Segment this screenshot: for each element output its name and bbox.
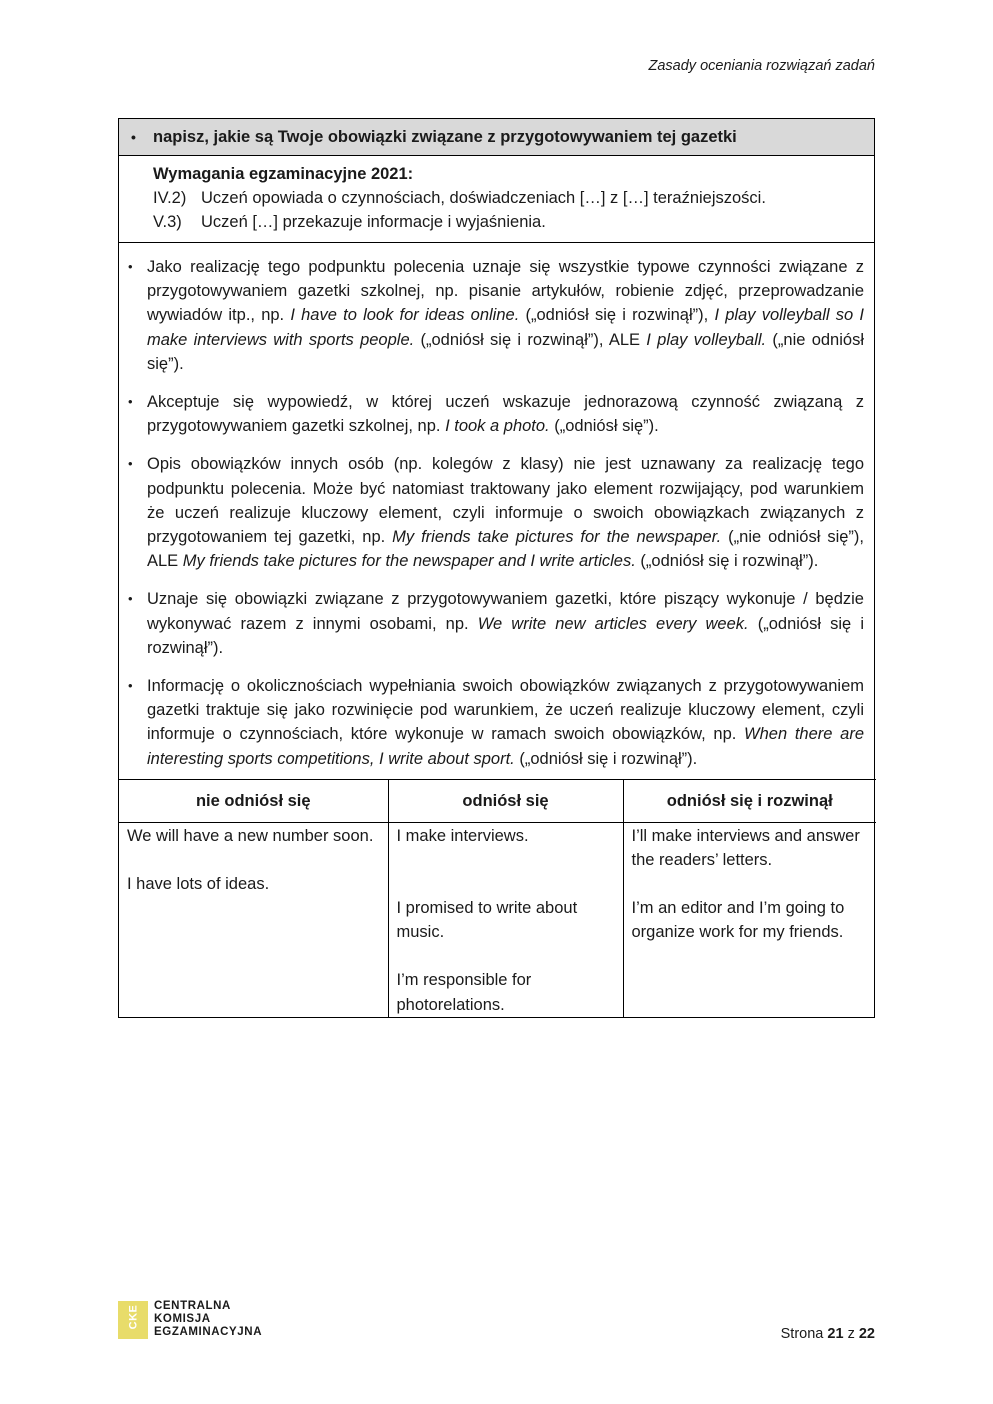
scoring-notes (119, 243, 874, 779)
note-text-segment: Akceptuje się wypowiedź, w której uczeń wskazuje jednorazową czynność związaną z przygotowywaniem gazetki szkolnej, np. (147, 393, 864, 436)
examples-addressed-expanded (623, 822, 876, 1017)
example-phrase: My friends take pictures for the newspaper. (392, 528, 722, 547)
note-text-segment: („odniósł się i rozwinął”). (514, 749, 698, 768)
example-sentence: We will have a new number soon. (127, 826, 374, 845)
task-heading (119, 119, 874, 156)
task-criteria-box (118, 118, 875, 1018)
example-phrase: I took a photo. (445, 417, 550, 436)
scoring-note-text (147, 255, 864, 376)
bullet-icon: • (128, 456, 133, 472)
requirement-code: V.3) (153, 213, 182, 231)
cke-logo-mark-text: CKE (127, 1304, 140, 1329)
scoring-note-text (147, 674, 864, 771)
example-sentence: I promised to write about music. (396, 899, 578, 942)
note-text-segment: („odniósł się i rozwinął”). (147, 614, 864, 657)
requirement-code: IV.2) (153, 189, 187, 207)
scoring-note (127, 674, 864, 771)
examples-not-addressed (119, 822, 388, 1017)
bullet-icon: • (128, 394, 133, 410)
requirements-title: Wymagania egzaminacyjne 2021: (153, 165, 414, 183)
logo-line: CENTRALNA (154, 1300, 231, 1312)
example-phrase: We write new articles every week. (477, 614, 749, 633)
table-row (119, 822, 876, 1017)
example-phrase: My friends take pictures for the newspaper and I write articles. (182, 552, 636, 571)
task-heading-text: napisz, jakie są Twoje obowiązki związane z przygotowywaniem tej gazetki (153, 127, 737, 146)
note-text-segment: Opis obowiązków innych osób (np. kolegów z klasy) nie jest uznawany za realizację tego podpunktu polecenia. Może być natomiast traktowany jako element rozwijający, pod warunkiem że uczeń realizuje kluczowy element, czyli informuje o swoich obowiązkach związanych z przygotowaniem tej gazetki, np. (147, 455, 864, 547)
example-sentence: I’ll make interviews and answer the readers’ letters. (631, 826, 860, 870)
scoring-note-text (147, 452, 864, 573)
example-phrase: I play volleyball so I make interviews with sports people. (147, 306, 864, 349)
scoring-note-text (147, 390, 864, 438)
scoring-note-text (147, 587, 864, 660)
requirement-item (153, 210, 874, 234)
note-text-segment: Uznaje się obowiązki związane z przygotowywaniem gazetki, które piszący wykonuje / będzie wykonywać razem z innymi osobami, np. (147, 590, 864, 633)
example-sentence: I’m an editor and I’m going to organize work for my friends. (631, 899, 845, 942)
column-header-addressed: odniósł się (388, 779, 623, 822)
requirement-text: Uczeń […] przekazuje informacje i wyjaśnienia. (201, 213, 546, 231)
bullet-icon: • (131, 129, 136, 145)
document-header-title: Zasady oceniania rozwiązań zadań (648, 58, 875, 74)
example-sentence: I make interviews. (396, 826, 529, 845)
exam-requirements (119, 156, 874, 243)
table-header-row (119, 779, 876, 822)
examples-addressed (388, 822, 623, 1017)
bullet-icon: • (128, 259, 133, 274)
cke-logo-mark (118, 1301, 148, 1339)
examples-table (119, 779, 876, 1017)
cke-logo-text (154, 1300, 262, 1339)
example-sentence: I’m responsible for photorelations. (396, 971, 532, 1014)
note-text-segment: („nie odniósł się”). (147, 330, 864, 373)
note-text-segment: („odniósł się i rozwinął”). (635, 552, 819, 571)
note-text-segment: („odniósł się i rozwinął”), ALE (414, 330, 647, 349)
note-text-segment: („odniósł się i rozwinął”), (519, 306, 715, 325)
column-header-addressed-expanded: odniósł się i rozwinął (623, 779, 876, 822)
example-phrase: I play volleyball. (646, 330, 767, 349)
scoring-note (127, 587, 864, 660)
example-phrase: When there are interesting sports competitions, I write about sport. (147, 725, 864, 768)
scoring-note (127, 452, 864, 573)
note-text-segment: („nie odniósł się”), ALE (147, 528, 864, 571)
requirement-item (153, 186, 874, 210)
page-number (781, 1326, 875, 1342)
example-sentence: I have lots of ideas. (127, 875, 270, 894)
page-prefix: Strona (780, 1326, 824, 1342)
page-sep: z (847, 1326, 855, 1342)
bullet-icon: • (128, 678, 133, 694)
page-total: 22 (858, 1326, 875, 1342)
note-text-segment: („odniósł się”). (549, 417, 659, 436)
bullet-icon: • (128, 591, 133, 607)
column-header-not-addressed: nie odniósł się (119, 779, 388, 822)
logo-line: EGZAMINACYJNA (154, 1326, 263, 1338)
note-text-segment: Informację o okolicznościach wypełniania swoich obowiązków związanych z przygotowywaniem gazetki traktuje się jako rozwinięcie pod warunkiem, że uczeń realizuje kluczowy element, czyli informuje o czynnościach, które wykonuje w ramach swoich obowiązków, np. (147, 677, 864, 744)
page-current: 21 (827, 1326, 844, 1342)
cke-logo (118, 1300, 262, 1339)
logo-line: KOMISJA (154, 1313, 211, 1325)
example-phrase: I have to look for ideas online. (290, 306, 520, 325)
requirement-text: Uczeń opowiada o czynnościach, doświadczeniach […] z […] teraźniejszości. (201, 189, 766, 207)
scoring-note (127, 390, 864, 438)
scoring-note (127, 255, 864, 376)
note-text-segment: Jako realizację tego podpunktu polecenia uznaje się wszystkie typowe czynności związane z przygotowywaniem gazetki szkolnej, np. pisanie artykułów, robienie zdjęć, przeprowadzanie wywiadów itp., np. (147, 258, 864, 325)
